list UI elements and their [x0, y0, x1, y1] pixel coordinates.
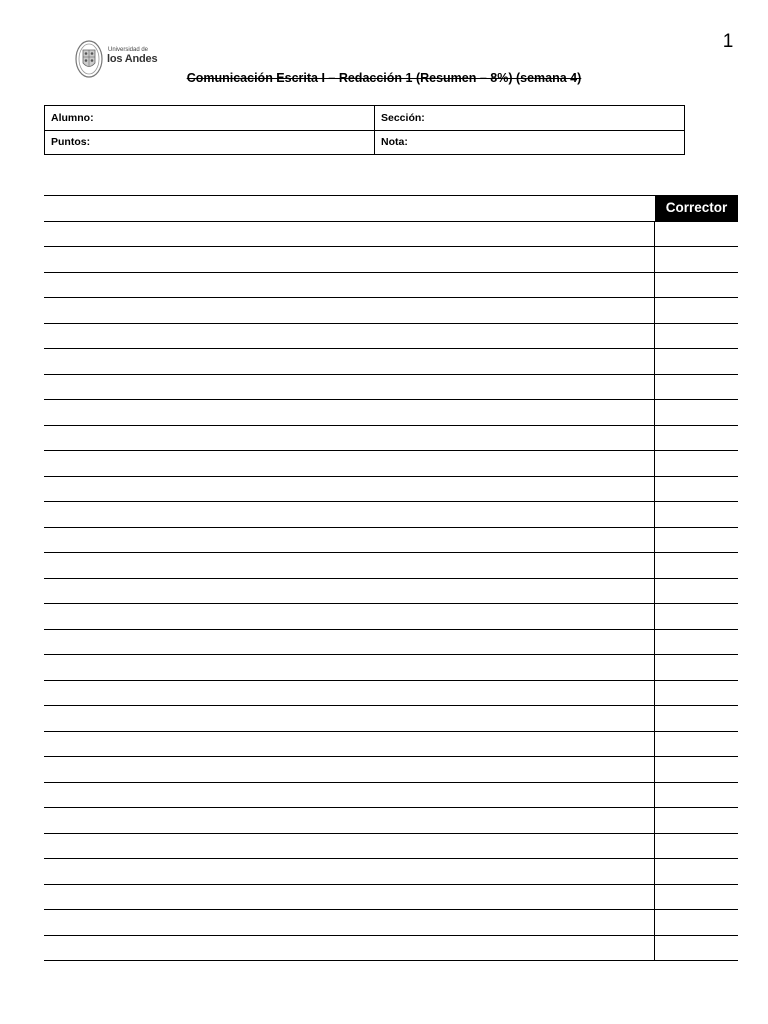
writing-line [44, 323, 738, 324]
alumno-cell[interactable]: Alumno: [45, 106, 375, 131]
corrector-column-divider [654, 221, 655, 961]
writing-line [44, 654, 738, 655]
puntos-cell[interactable]: Puntos: [45, 130, 375, 155]
info-row-2 [45, 130, 685, 155]
corrector-column-header: Corrector [655, 195, 738, 221]
writing-line [44, 705, 738, 706]
page-number: 1 [722, 31, 734, 52]
document-title: Comunicación Escrita I – Redacción 1 (Resumen – 8%) (semana 4) [186, 71, 582, 85]
writing-line [44, 399, 738, 400]
writing-line [44, 731, 738, 732]
writing-line [44, 909, 738, 910]
writing-line [44, 629, 738, 630]
writing-line [44, 527, 738, 528]
writing-line [44, 858, 738, 859]
writing-line [44, 603, 738, 604]
writing-line [44, 374, 738, 375]
writing-line [44, 221, 738, 222]
writing-line [44, 450, 738, 451]
writing-line [44, 756, 738, 757]
writing-line [44, 272, 738, 273]
writing-line [44, 246, 738, 247]
writing-line [44, 680, 738, 681]
student-info-table [44, 105, 685, 155]
writing-line [44, 807, 738, 808]
logo-line-2: los Andes [107, 53, 158, 65]
writing-line [44, 884, 738, 885]
writing-line [44, 935, 738, 936]
writing-line [44, 297, 738, 298]
seccion-cell[interactable]: Sección: [375, 106, 685, 131]
nota-cell[interactable]: Nota: [375, 130, 685, 155]
writing-line [44, 578, 738, 579]
writing-line [44, 425, 738, 426]
writing-line [44, 476, 738, 477]
info-row-1 [45, 106, 685, 131]
writing-line [44, 501, 738, 502]
writing-line [44, 960, 738, 961]
writing-line [44, 833, 738, 834]
writing-line [44, 552, 738, 553]
writing-line [44, 348, 738, 349]
writing-line [44, 782, 738, 783]
logo-line-1: Universidad de [108, 47, 149, 53]
writing-line [44, 195, 738, 196]
